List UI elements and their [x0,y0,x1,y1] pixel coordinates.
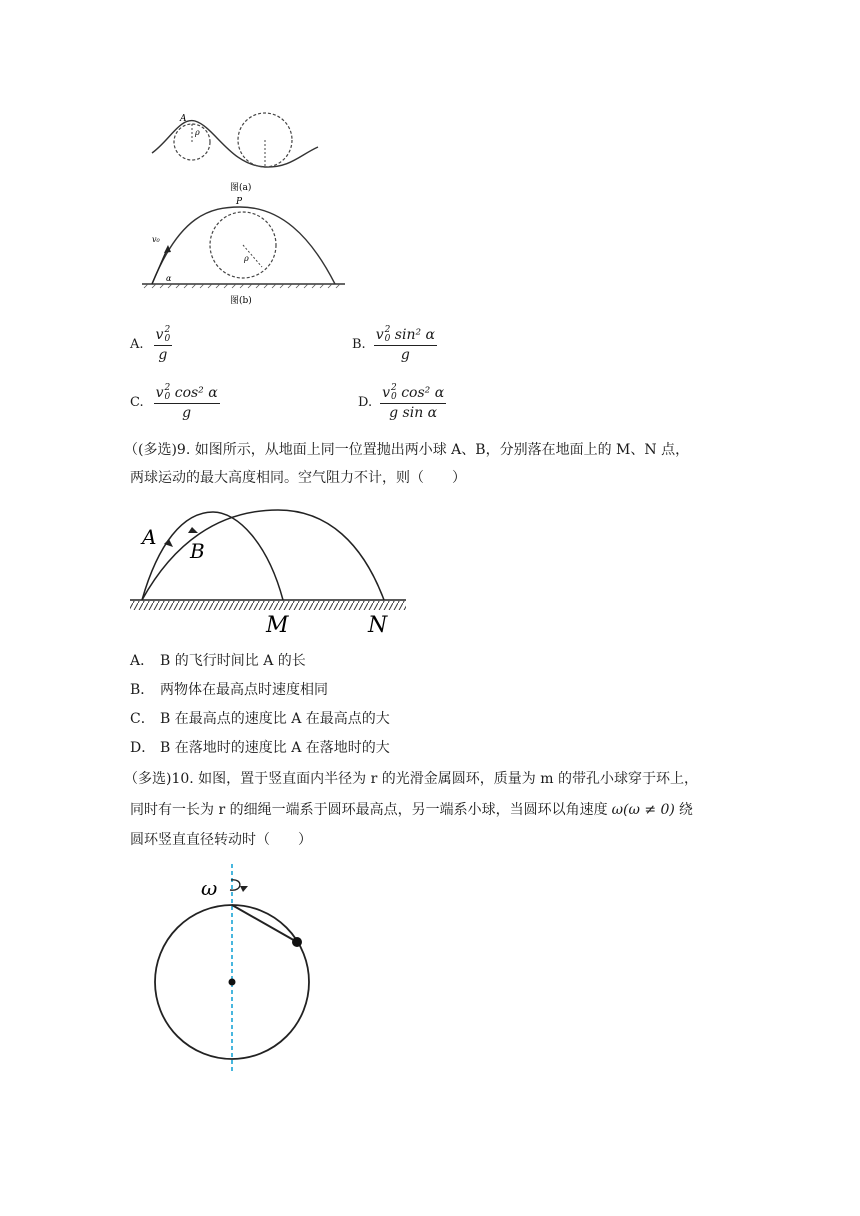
q10-stem-line2: 同时有一长为 r 的细绳一端系于圆环最高点，另一端系小球，当圆环以角速度 ω(ω ≠ 0) 绕 [130,802,693,818]
wave-curve [152,121,318,168]
q9-option-b[interactable]: B． 两物体在最高点时速度相同 [130,682,328,698]
formula: v 2 0 g [155,325,171,363]
q8-option-c[interactable] [130,384,220,421]
q9-option-a[interactable]: A． B 的飞行时间比 A 的长 [130,653,306,669]
formula: v 2 0 cos² α g [155,383,218,421]
ring-center [229,979,236,986]
q8-option-a[interactable] [130,326,172,363]
label-v0: v₀ [152,235,160,244]
option-key: D. [358,395,373,410]
option-key: A. [130,337,144,352]
option-key: C. [130,395,144,410]
q9-stem-line2: 两球运动的最大高度相同。空气阻力不计，则（ ） [130,470,466,486]
label-alpha: α [166,274,172,283]
omega-expression: ω(ω ≠ 0) [611,802,675,818]
caption-b: 图(b) [230,296,252,306]
figure-b [140,195,355,310]
formula: v 2 0 sin² α g [375,325,435,363]
formula: v 2 0 cos² α g sin α [382,383,445,421]
option-key: B. [352,337,366,352]
q10-stem-line3: 圆环竖直直径转动时（ ） [130,832,312,848]
label-m: M [266,613,289,638]
string-line [232,905,297,942]
q9-option-c[interactable]: C． B 在最高点的速度比 A 在最高点的大 [130,711,390,727]
trajectory-b [142,510,384,600]
figure-a [140,105,330,195]
label-rho-a: ρ [195,128,200,137]
label-a9: A [142,525,157,549]
q8-option-d[interactable] [358,384,446,421]
q10-figure [148,862,318,1076]
q8-option-b[interactable] [352,326,437,363]
label-p: P [236,197,243,207]
caption-a: 图(a) [230,183,252,193]
q10-stem-line1: （多选)10. 如图，置于竖直面内半径为 r 的光滑金属圆环，质量为 m 的带孔小球穿于环上， [124,771,698,787]
q9-option-d[interactable]: D． B 在落地时的速度比 A 在落地时的大 [130,740,390,756]
label-n: N [368,613,388,638]
arrow-b [188,527,198,533]
label-a: A [180,114,187,124]
label-omega: ω [201,876,218,900]
q9-stem-line1: （(多选)9. 如图所示，从地面上同一位置抛出两小球 A、B，分别落在地面上的 M、N 点， [124,442,690,458]
q9-ground-hatch [130,601,406,610]
label-rho-b: ρ [244,254,249,263]
label-b9: B [190,539,205,563]
q9-figure [128,504,410,638]
rotation-arrowhead [240,886,248,892]
small-ball [292,937,302,947]
